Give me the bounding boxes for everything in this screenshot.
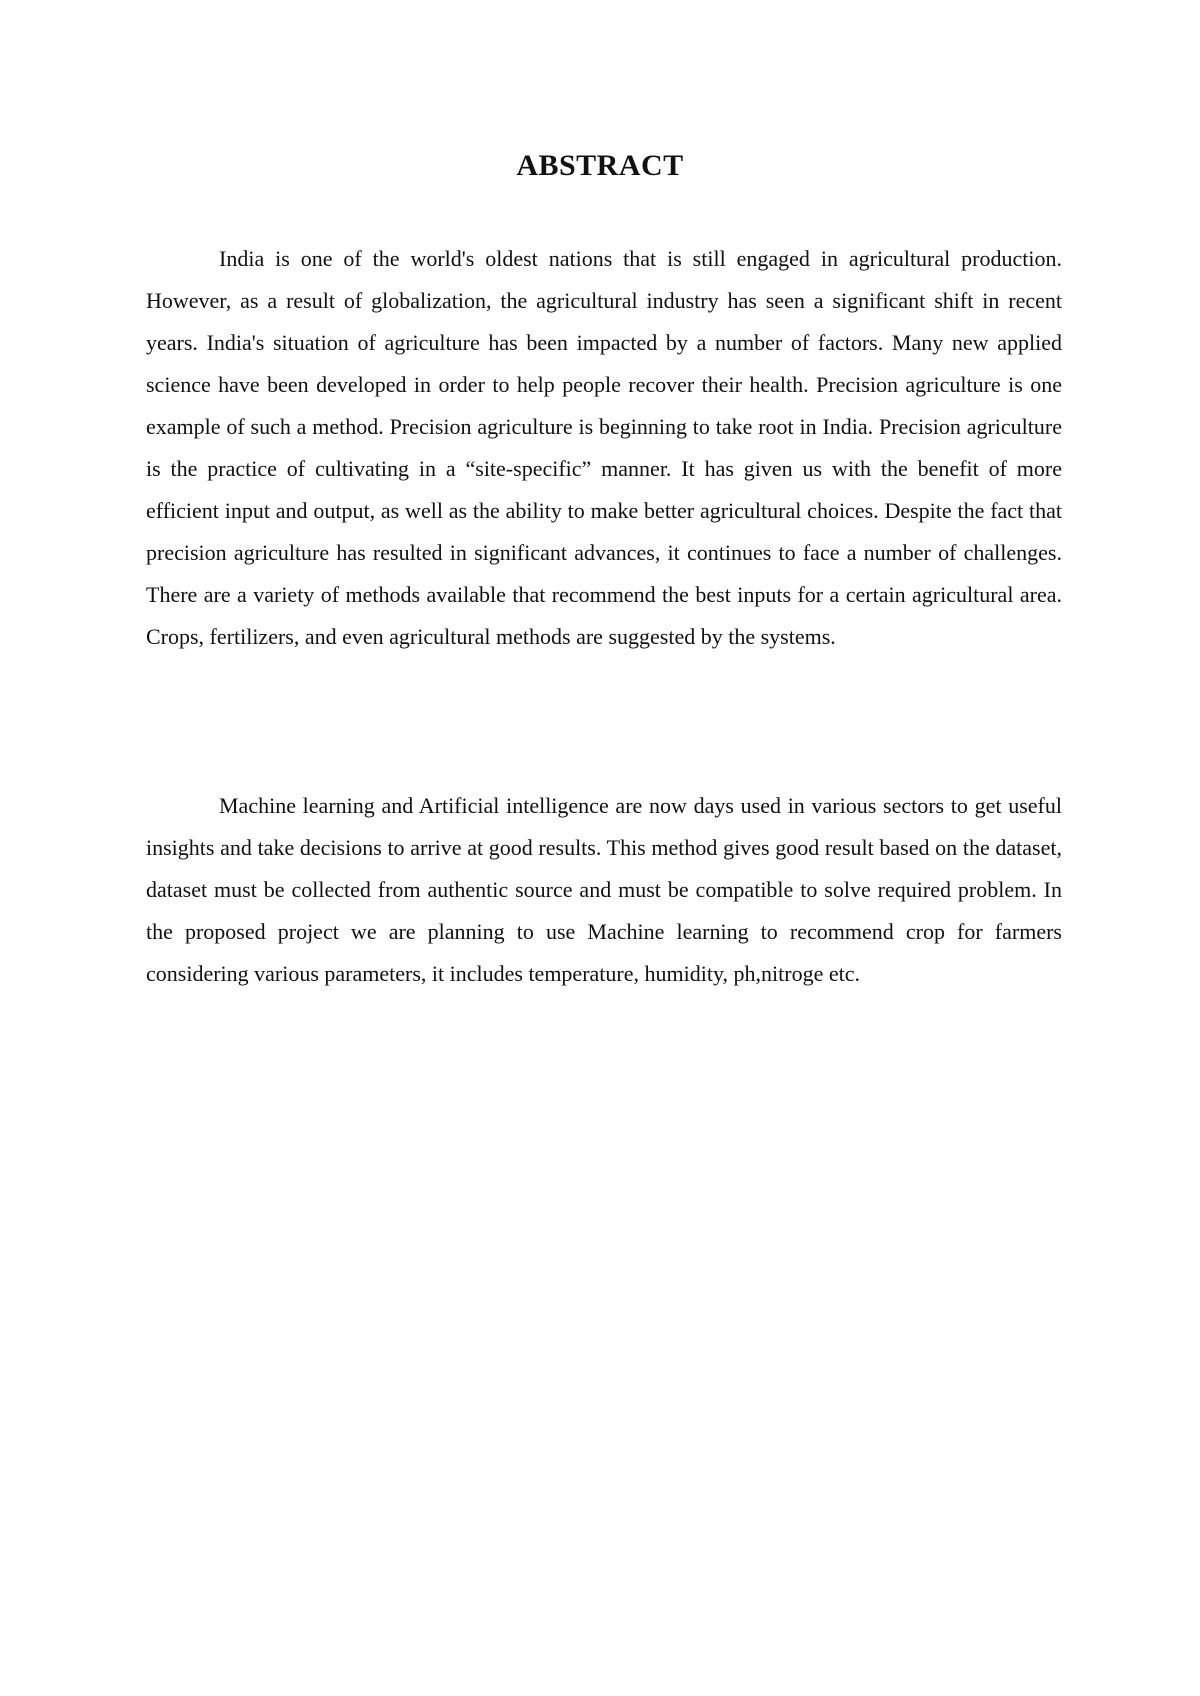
abstract-paragraph-2: Machine learning and Artificial intelligence are now days used in various sectors to get useful insights and take decisions to arrive at good results. This method gives good result based on the dataset, dataset must be collected from authentic source and must be compatible to solve required problem. In the proposed project we are planning to use Machine learning to recommend crop for farmers considering various parameters, it includes temperature, humidity, ph,nitroge etc. — [146, 793, 1062, 986]
abstract-paragraph-1: India is one of the world's oldest nations that is still engaged in agricultural production. However, as a result of globalization, the agricultural industry has seen a significant shift in recent years. India's situation of agriculture has been impacted by a number of factors. Many new applied science have been developed in order to help people recover their health. Precision agriculture is one example of such a method. Precision agriculture is beginning to take root in India. Precision agriculture is the practice of cultivating in a “site-specific” manner. It has given us with the benefit of more efficient input and output, as well as the ability to make better agricultural choices. Despite the fact that precision agriculture has resulted in significant advances, it continues to face a number of challenges. There are a variety of methods available that recommend the best inputs for a certain agricultural area. Crops, fertilizers, and even agricultural methods are suggested by the systems. — [146, 246, 1062, 649]
abstract-paragraph-1-container — [146, 238, 1062, 658]
page-title: ABSTRACT — [516, 149, 684, 182]
abstract-paragraph-2-container — [146, 785, 1062, 995]
